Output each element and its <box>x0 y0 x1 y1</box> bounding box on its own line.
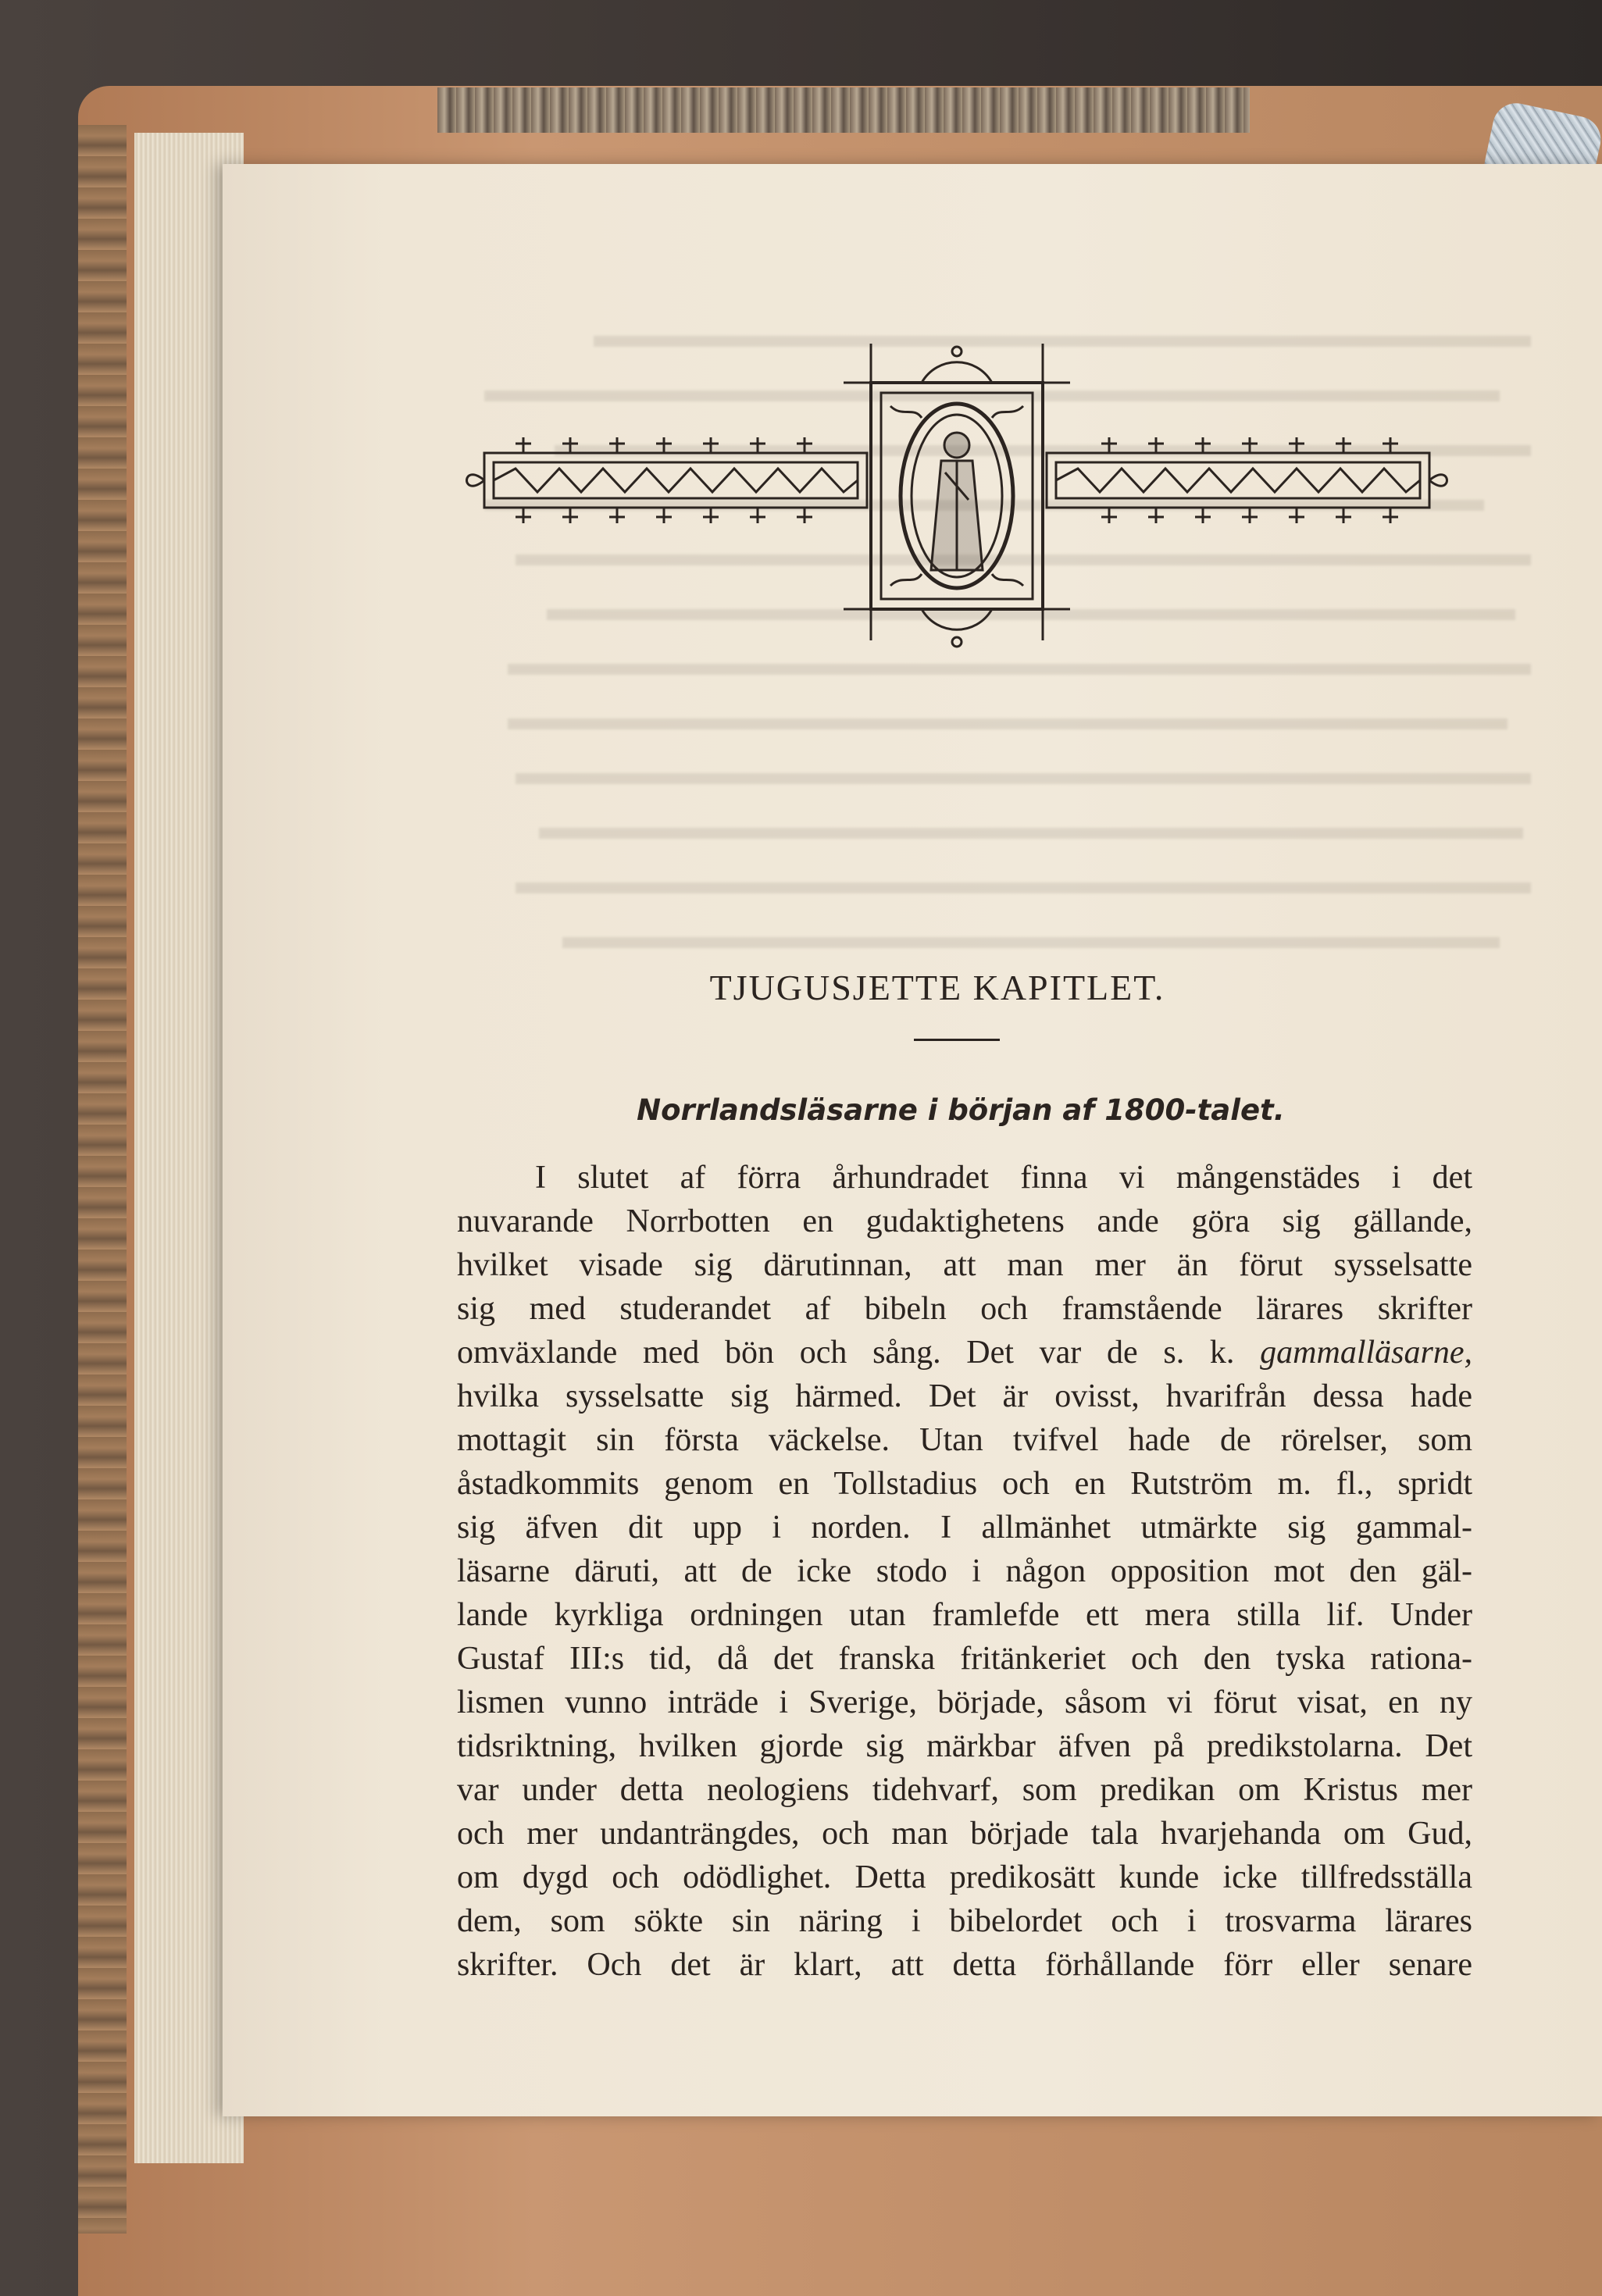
text-line-with-emphasis <box>457 1331 1472 1374</box>
book-headband <box>437 87 1250 133</box>
text-line: dem, som sökte sin näring i bibelordet och i trosvarma lärares <box>457 1903 1472 1939</box>
text-line: lande kyrkliga ordningen utan framlefde ett mera stilla lif. Under <box>457 1597 1472 1633</box>
book-spine <box>78 125 127 2234</box>
text-line: om dygd och odödlighet. Detta predikosätt kunde icke tillfredsställa <box>457 1859 1472 1895</box>
text-line: hvilka sysselsatte sig härmed. Det är ovisst, hvarifrån dessa hade <box>457 1378 1472 1414</box>
text-line: nuvarande Norrbotten en gudaktighetens ande göra sig gällande, <box>457 1203 1472 1239</box>
text-line: lismen vunno inträde i Sverige, började, såsom vi förut visat, en ny <box>457 1685 1472 1720</box>
text-line: läsarne däruti, att de icke stodo i någon opposition mot den gäl- <box>457 1553 1472 1589</box>
text-line: hvilket visade sig därutinnan, att man mer än förut sysselsatte <box>457 1247 1472 1283</box>
title-divider <box>914 1039 1000 1041</box>
ornament-headpiece <box>453 344 1461 656</box>
chapter-title: TJUGUSJETTE KAPITLET. <box>709 968 1165 1007</box>
emphasized-term: gammalläsarne, <box>1260 1335 1472 1371</box>
text-line: sig med studerandet af bibeln och framstående lärares skrifter <box>457 1291 1472 1327</box>
text-line: Gustaf III:s tid, då det franska fritänkeriet och den tyska rationa- <box>457 1641 1472 1677</box>
text-line: skrifter. Och det är klart, att detta förhållande förr eller senare <box>457 1947 1472 1983</box>
text-line: sig äfven dit upp i norden. I allmänhet utmärkte sig gammal- <box>457 1510 1472 1546</box>
text-line: var under detta neologiens tidehvarf, som predikan om Kristus mer <box>457 1772 1472 1808</box>
text-line: tidsriktning, hvilken gjorde sig märkbar äfven på predikstolarna. Det <box>457 1728 1472 1764</box>
text-line: I slutet af förra århundradet finna vi mångenstädes i det <box>535 1160 1472 1196</box>
text-line: åstadkommits genom en Tollstadius och en Rutström m. fl., spridt <box>457 1466 1472 1502</box>
chapter-subtitle: Norrlandsläsarne i början af 1800-talet. <box>637 1093 1285 1127</box>
chapter-body <box>457 1156 1472 1987</box>
text-line-segment: omväxlande med bön och sång. Det var de s. k. <box>457 1335 1235 1371</box>
text-line: och mer undanträngdes, och man började tala hvarjehanda om Gud, <box>457 1816 1472 1852</box>
text-line: mottagit sin första väckelse. Utan tvifvel hade de rörelser, som <box>457 1422 1472 1458</box>
